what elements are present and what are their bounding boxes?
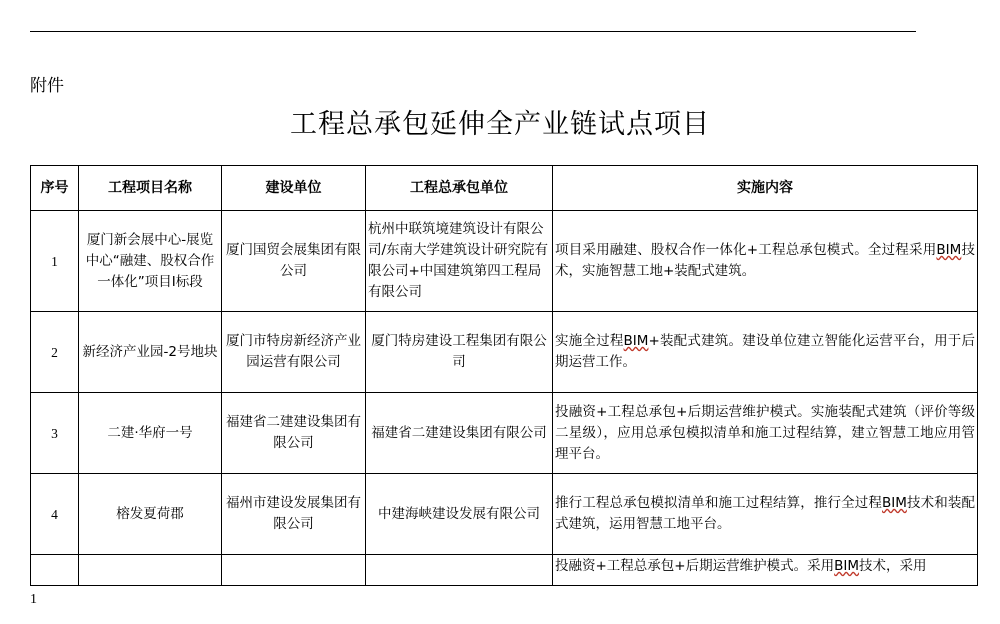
document-title: 工程总承包延伸全产业链试点项目 — [290, 109, 710, 140]
cell-project-name: 二建·华府一号 — [79, 393, 222, 474]
cell-project-name: 新经济产业园-2号地块 — [79, 312, 222, 393]
cell-content — [553, 312, 978, 393]
table-header-row — [31, 166, 978, 211]
cell-project-name: 厦门新会展中心-展览中心“融建、股权合作一体化”项目I标段 — [79, 211, 222, 312]
cell-owner: 厦门国贸会展集团有限公司 — [222, 211, 366, 312]
table-row — [31, 393, 978, 474]
content-text: 项目采用融建、股权合作一体化+工程总承包模式。全过程采用 — [555, 242, 937, 258]
content-bim-term: BIM — [623, 333, 649, 349]
cell-content — [553, 393, 978, 474]
cell-no: 2 — [31, 312, 79, 393]
content-text: 投融资+工程总承包+后期运营维护模式。实施装配式建筑（评价等级二星级），应用总承包模拟清单和施工过程结算，建立智慧工地应用管理平台。 — [555, 403, 975, 462]
cell-owner: 福建省二建建设集团有限公司 — [222, 393, 366, 474]
content-text: 实施全过程 — [555, 333, 624, 349]
cell-content — [553, 474, 978, 555]
cell-owner — [222, 555, 366, 586]
cell-contractor: 福建省二建建设集团有限公司 — [366, 393, 553, 474]
header-rule — [30, 31, 916, 32]
content-bim-term: BIM — [834, 558, 860, 574]
cell-contractor — [366, 555, 553, 586]
content-text: 技术，实施智慧工地+装配式建筑。 — [555, 242, 976, 279]
header-no: 序号 — [31, 166, 79, 211]
content-text: 投融资+工程总承包+后期运营维护模式。采用 — [555, 558, 835, 574]
cell-owner: 厦门市特房新经济产业园运营有限公司 — [222, 312, 366, 393]
content-text: 技术，采用 — [859, 558, 927, 574]
header-owner: 建设单位 — [222, 166, 366, 211]
content-bim-term: BIM — [882, 495, 907, 511]
cell-no: 3 — [31, 393, 79, 474]
page-number: 1 — [30, 592, 37, 607]
pilot-projects-table — [30, 165, 978, 586]
cell-owner: 福州市建设发展集团有限公司 — [222, 474, 366, 555]
header-content: 实施内容 — [553, 166, 978, 211]
table-row — [31, 211, 978, 312]
cell-contractor: 厦门特房建设工程集团有限公司 — [366, 312, 553, 393]
cell-project-name: 榕发夏荷郡 — [79, 474, 222, 555]
cell-content — [553, 211, 978, 312]
content-bim-term: BIM — [936, 242, 962, 258]
cell-contractor: 中建海峡建设发展有限公司 — [366, 474, 553, 555]
attachment-label: 附件 — [30, 76, 64, 96]
table-row — [31, 312, 978, 393]
table-row — [31, 474, 978, 555]
cell-contractor: 杭州中联筑境建筑设计有限公司/东南大学建筑设计研究院有限公司+中国建筑第四工程局有限公司 — [366, 211, 553, 312]
header-project-name: 工程项目名称 — [79, 166, 222, 211]
header-contractor: 工程总承包单位 — [366, 166, 553, 211]
content-text: 技术和装配式建筑，运用智慧工地平台。 — [555, 495, 976, 532]
cell-no: 4 — [31, 474, 79, 555]
cell-project-name — [79, 555, 222, 586]
cell-content — [553, 555, 978, 586]
table-row — [31, 555, 978, 586]
content-text: 推行工程总承包模拟清单和施工过程结算，推行全过程 — [555, 495, 882, 511]
cell-no — [31, 555, 79, 586]
content-text: +装配式建筑。建设单位建立智能化运营平台，用于后期运营工作。 — [555, 333, 976, 370]
cell-no: 1 — [31, 211, 79, 312]
